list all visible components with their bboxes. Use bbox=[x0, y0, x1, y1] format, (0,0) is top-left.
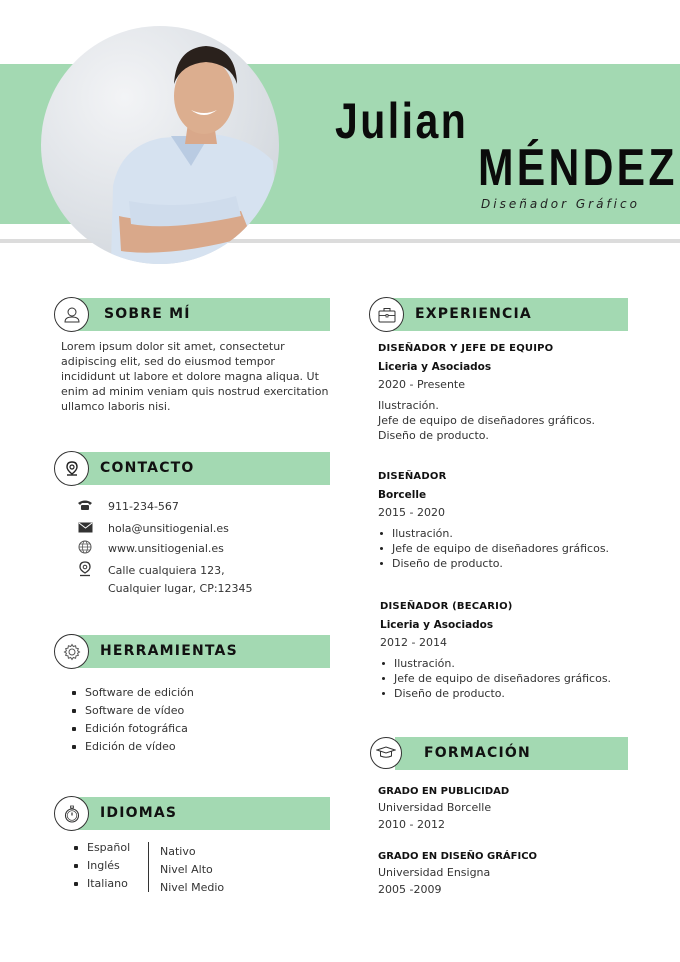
section-header-contact bbox=[54, 452, 330, 485]
job-title: DISEÑADOR Y JEFE DE EQUIPO bbox=[378, 343, 554, 354]
globe-icon bbox=[76, 540, 94, 554]
job-entry bbox=[378, 340, 595, 443]
website-value[interactable]: www.unsitiogenial.es bbox=[108, 542, 224, 555]
gear-icon bbox=[54, 634, 89, 669]
person-illustration-icon bbox=[41, 26, 279, 264]
about-text: Lorem ipsum dolor sit amet, consectetur adipiscing elit, sed do eiusmod tempor incididunt ut labore et dolore magna aliqua. Ut enim ad minim veniam quis nostrud exercitation ullamco laboris nisi. bbox=[61, 340, 329, 413]
contact-address bbox=[76, 562, 253, 598]
language-name: Español bbox=[71, 839, 130, 857]
section-header-experience bbox=[369, 298, 628, 331]
stopwatch-icon bbox=[54, 796, 89, 831]
job-tasks bbox=[378, 526, 609, 571]
phone-value: 911-234-567 bbox=[108, 500, 179, 513]
language-level: Nativo bbox=[160, 845, 196, 858]
list-item: Ilustración. bbox=[378, 399, 439, 412]
list-item: Edición fotográfica bbox=[69, 720, 194, 738]
job-company: Liceria y Asociados bbox=[380, 619, 494, 631]
list-item: Software de vídeo bbox=[69, 702, 194, 720]
degree-title: GRADO EN PUBLICIDAD bbox=[378, 786, 510, 797]
email-value[interactable]: hola@unsitiogenial.es bbox=[108, 522, 229, 535]
section-header-languages bbox=[54, 797, 330, 830]
education-entry bbox=[378, 784, 509, 833]
school-name: Universidad Borcelle bbox=[378, 801, 492, 814]
education-dates: 2010 - 2012 bbox=[378, 818, 445, 831]
section-title-contact: CONTACTO bbox=[100, 460, 195, 476]
job-tasks bbox=[378, 398, 595, 443]
job-company: Borcelle bbox=[378, 489, 427, 501]
job-dates: 2015 - 2020 bbox=[378, 506, 445, 519]
list-item: Software de edición bbox=[69, 684, 194, 702]
job-entry bbox=[380, 598, 611, 701]
user-icon bbox=[54, 297, 89, 332]
job-dates: 2020 - Presente bbox=[378, 378, 465, 391]
phone-icon bbox=[76, 498, 94, 512]
list-item: Jefe de equipo de diseñadores gráficos. bbox=[378, 414, 596, 427]
mail-icon bbox=[76, 520, 94, 534]
list-item: Diseño de producto. bbox=[380, 686, 611, 701]
contact-email bbox=[76, 520, 229, 538]
list-item: Diseño de producto. bbox=[378, 429, 489, 442]
job-title: Diseñador Gráfico bbox=[481, 197, 640, 211]
job-entry bbox=[378, 468, 609, 571]
language-name: Inglés bbox=[71, 857, 130, 875]
location-pin-icon bbox=[54, 451, 89, 486]
language-name: Italiano bbox=[71, 875, 130, 893]
list-item: Jefe de equipo de diseñadores gráficos. bbox=[378, 541, 609, 556]
language-level: Nivel Medio bbox=[160, 881, 225, 894]
section-title-languages: IDIOMAS bbox=[100, 805, 178, 821]
list-item: Diseño de producto. bbox=[378, 556, 609, 571]
contact-phone bbox=[76, 498, 179, 516]
job-company: Liceria y Asociados bbox=[378, 361, 492, 373]
tools-list bbox=[69, 684, 194, 756]
address-line-1: Calle cualquiera 123, bbox=[108, 564, 225, 577]
list-item: Ilustración. bbox=[380, 656, 611, 671]
education-dates: 2005 -2009 bbox=[378, 883, 442, 896]
language-divider bbox=[148, 842, 149, 892]
section-header-tools bbox=[54, 635, 330, 668]
address-line-2: Cualquier lugar, CP:12345 bbox=[108, 582, 253, 595]
contact-website bbox=[76, 540, 224, 558]
last-name: MÉNDEZ bbox=[478, 139, 678, 197]
section-title-tools: HERRAMIENTAS bbox=[100, 643, 238, 659]
languages-list bbox=[71, 839, 130, 893]
section-title-experience: EXPERIENCIA bbox=[415, 306, 532, 322]
job-title: DISEÑADOR (BECARIO) bbox=[380, 601, 513, 612]
list-item: Jefe de equipo de diseñadores gráficos. bbox=[380, 671, 611, 686]
section-title-education: FORMACIÓN bbox=[424, 745, 531, 761]
section-header-about bbox=[54, 298, 330, 331]
school-name: Universidad Ensigna bbox=[378, 866, 491, 879]
job-title: DISEÑADOR bbox=[378, 471, 447, 482]
degree-title: GRADO EN DISEÑO GRÁFICO bbox=[378, 851, 538, 862]
briefcase-icon bbox=[369, 297, 404, 332]
section-header-education bbox=[370, 737, 628, 770]
language-level: Nivel Alto bbox=[160, 863, 213, 876]
list-item: Ilustración. bbox=[378, 526, 609, 541]
job-dates: 2012 - 2014 bbox=[380, 636, 447, 649]
language-levels bbox=[160, 843, 224, 897]
graduation-cap-icon bbox=[370, 737, 402, 769]
education-entry bbox=[378, 849, 537, 898]
location-pin-icon bbox=[76, 562, 94, 576]
first-name: Julian bbox=[335, 93, 469, 149]
profile-photo bbox=[41, 26, 279, 264]
job-tasks bbox=[380, 656, 611, 701]
section-title-about: SOBRE MÍ bbox=[104, 306, 191, 322]
list-item: Edición de vídeo bbox=[69, 738, 194, 756]
